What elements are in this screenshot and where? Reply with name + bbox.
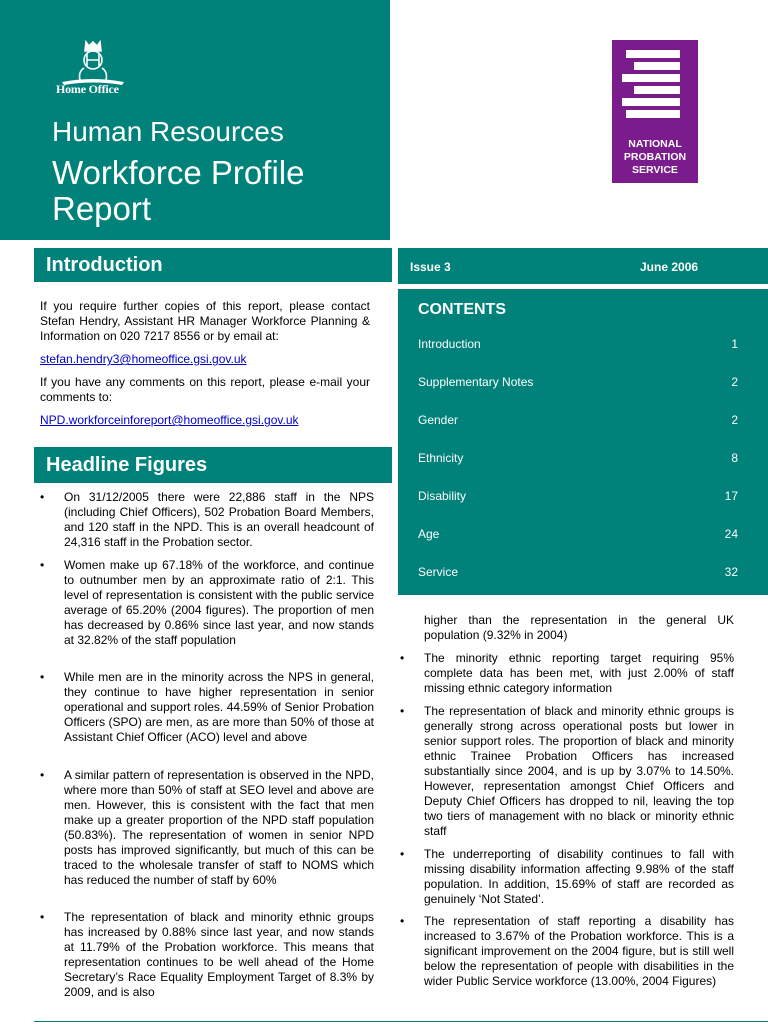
bullet-item bbox=[40, 490, 374, 550]
logo-bar bbox=[622, 74, 680, 82]
toc-page: 2 bbox=[731, 375, 738, 389]
toc-label: Supplementary Notes bbox=[418, 375, 534, 389]
org-name: Home Office bbox=[56, 82, 119, 96]
toc-label: Ethnicity bbox=[418, 451, 464, 465]
logo-bar bbox=[622, 98, 680, 106]
intro-email-link[interactable] bbox=[40, 352, 370, 367]
bullet-text: The underreporting of disability continues to fall with missing disability information affecting 9.98% of the staff population. In addition, 15.69% of staff are recorded as genuinely ‘Not Stated’. bbox=[424, 847, 734, 906]
email-link-text[interactable]: stefan.hendry3@homeoffice.gsi.gov.uk bbox=[40, 352, 247, 366]
logo-bar bbox=[634, 62, 680, 70]
bullet-text: On 31/12/2005 there were 22,886 staff in the NPS (including Chief Officers), 502 Probation Board Members, and 120 staff in the NPD. This is an overall headcount of 24,316 staff in the Probation sector. bbox=[64, 490, 374, 549]
bullet-text: The representation of staff reporting a disability has increased to 3.67% of the Probation workforce. This is a significant improvement on the 2004 figure, but is still well below the representation of people with disabilities in the wider Public Service workforce (13.00%, 2004 Figures) bbox=[424, 914, 734, 988]
bullet-icon: • bbox=[40, 490, 45, 504]
toc-entry[interactable] bbox=[418, 489, 738, 505]
logo-bar bbox=[626, 110, 680, 118]
nps-logo bbox=[612, 40, 698, 183]
bullet-text: The minority ethnic reporting target requiring 95% complete data has been met, with just 2.00% of staff missing ethnic category information bbox=[424, 651, 734, 695]
toc-label: Introduction bbox=[418, 337, 481, 351]
nps-logo-text: NATIONAL PROBATION SERVICE bbox=[623, 138, 687, 176]
bullet-item bbox=[400, 847, 734, 907]
comments-paragraph: If you have any comments on this report, please e-mail your comments to: bbox=[40, 375, 370, 404]
toc-label: Age bbox=[418, 527, 440, 541]
bullet-icon: • bbox=[40, 558, 45, 572]
logo-bar bbox=[626, 50, 680, 58]
bullet-item bbox=[40, 670, 374, 745]
comments-email-link[interactable] bbox=[40, 413, 370, 428]
toc-label: Gender bbox=[418, 413, 459, 427]
email-link-text[interactable]: NPD.workforceinforeport@homeoffice.gsi.gov.uk bbox=[40, 413, 299, 427]
bullet-item bbox=[400, 914, 734, 989]
bullet-item bbox=[40, 558, 374, 648]
issue-bar bbox=[398, 248, 768, 284]
contents-title: CONTENTS bbox=[418, 301, 506, 318]
bullet-icon: • bbox=[400, 704, 405, 718]
intro-paragraph: If you require further copies of this report, please contact Stefan Hendry, Assistant HR Manager Workforce Planning & Information on 020 7217 8556 or by email at: bbox=[40, 299, 370, 343]
header-banner bbox=[0, 0, 390, 240]
bullet-item bbox=[400, 651, 734, 696]
bullet-icon: • bbox=[400, 914, 405, 928]
bullet-text: The representation of black and minority ethnic groups has increased by 0.88% since last year, and now stands at 11.79% of the Probation workforce. This means that representation continues to be well ahead of the Home Secretary’s Race Equality Employment Target of 8.3% by 2009, and is also bbox=[64, 910, 374, 999]
report-title: Workforce Profile Report bbox=[52, 154, 305, 227]
logo-bar bbox=[634, 86, 680, 94]
toc-page: 24 bbox=[724, 527, 738, 541]
toc-entry[interactable] bbox=[418, 565, 738, 581]
bullet-item bbox=[40, 910, 374, 1000]
footer-rule bbox=[34, 1021, 768, 1022]
toc-entry[interactable] bbox=[418, 451, 738, 467]
bullet-text: Women make up 67.18% of the workforce, and continue to outnumber men by an approximate ratio of 2:1. This level of representation is consistent with the public service average of 65.20% (2004 figures). The proportion of men has decreased by 0.86% since last year, and now stands at 32.82% of the staff population bbox=[64, 558, 374, 647]
toc-entry[interactable] bbox=[418, 413, 738, 429]
bullet-icon: • bbox=[400, 651, 405, 665]
toc-label: Disability bbox=[418, 489, 467, 503]
toc-page: 1 bbox=[731, 337, 738, 351]
toc-page: 17 bbox=[724, 489, 738, 503]
bullet-icon: • bbox=[40, 768, 45, 782]
continuation-text: higher than the representation in the general UK population (9.32% in 2004) bbox=[424, 613, 734, 642]
bullet-icon: • bbox=[40, 910, 45, 924]
bullet-text: A similar pattern of representation is observed in the NPD, where more than 50% of staff at SEO level and above are men. However, this is consistent with the fact that men make up a greater proportion of the NPD staff population (50.83%). The representation of women in senior NPD posts has improved significantly, but much of this can be traced to the wholesale transfer of staff to NOMS which has reduced the number of staff by 60% bbox=[64, 768, 374, 887]
issue-number: Issue 3 bbox=[410, 260, 451, 274]
toc-label: Service bbox=[418, 565, 459, 579]
toc-entry[interactable] bbox=[418, 375, 738, 391]
introduction-heading: Introduction bbox=[34, 248, 392, 282]
bullet-icon: • bbox=[400, 847, 405, 861]
toc-page: 8 bbox=[731, 451, 738, 465]
toc-page: 32 bbox=[724, 565, 738, 579]
toc-page: 2 bbox=[731, 413, 738, 427]
bullet-item bbox=[400, 704, 734, 839]
bullet-item bbox=[40, 768, 374, 888]
headline-figures-heading: Headline Figures bbox=[34, 447, 392, 483]
bullet-icon: • bbox=[40, 670, 45, 684]
contents-box bbox=[398, 289, 768, 595]
issue-date: June 2006 bbox=[640, 260, 699, 274]
toc-entry[interactable] bbox=[418, 527, 738, 543]
toc-entry[interactable] bbox=[418, 337, 738, 353]
bullet-text: While men are in the minority across the NPS in general, they continue to have higher representation in senior operational and support roles. 44.59% of Senior Probation Officers (SPO) are men, as are more than 50% of those at Assistant Chief Officer (ACO) level and above bbox=[64, 670, 374, 744]
department-title: Human Resources bbox=[52, 116, 284, 147]
bullet-text: The representation of black and minority ethnic groups is generally strong across operational posts but lower in senior support roles. The proportion of black and minority ethnic Trainee Probation Officers has increased substantially since 2004, and is up by 3.07% to 14.50%. However, representation amongst Chief Officers and Deputy Chief Officers has dropped to nil, leaving the top two tiers of management with no black or minority ethnic staff bbox=[424, 704, 734, 838]
